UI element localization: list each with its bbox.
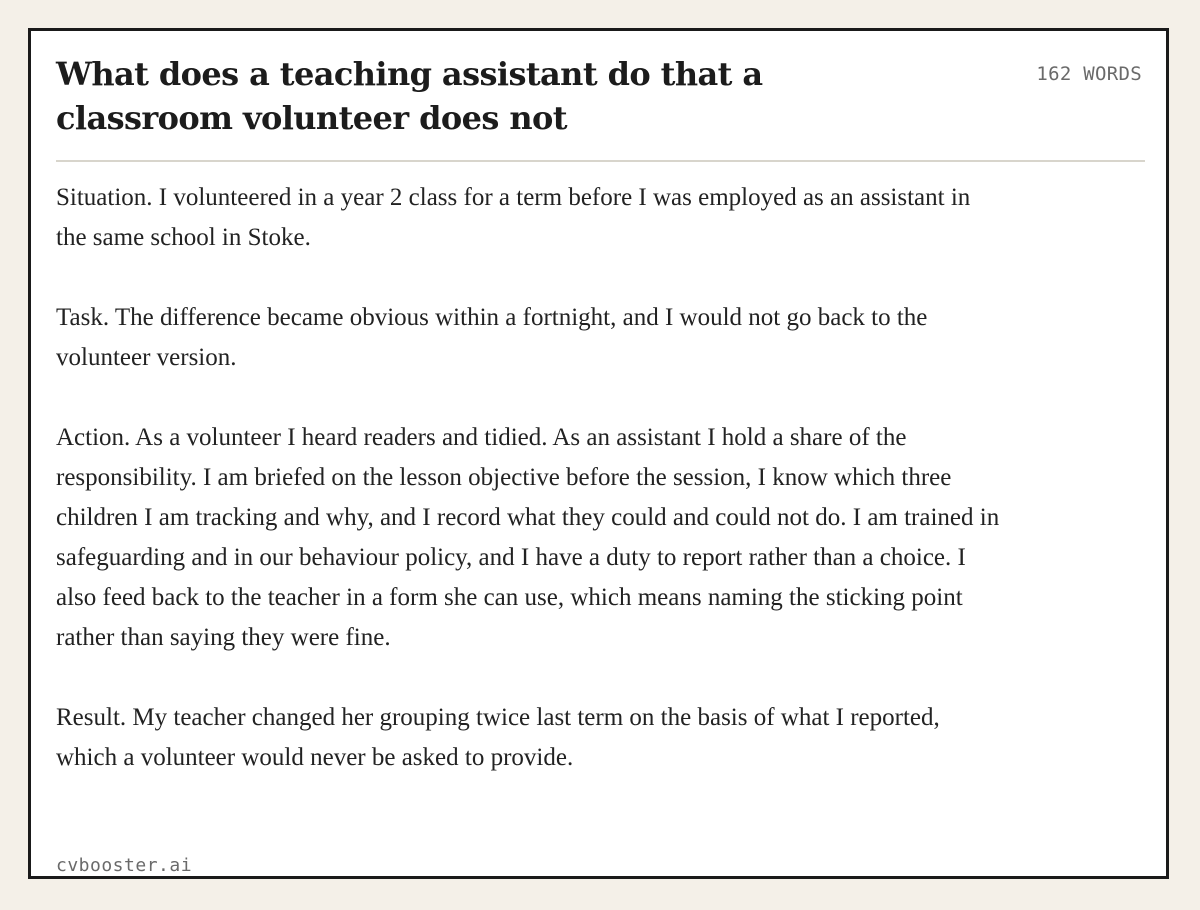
paragraph-action: Action. As a volunteer I heard readers and tidied. As an assistant I hold a share of the responsibility. I am briefed on the lesson objective before the session, I know which three children I am tracking and why, and I record what they could and could not do. I am trained in safeguarding and in our behaviour policy, and I have a duty to report rather than a choice. I also feed back to the teacher in a form she can use, which means naming the sticking point rather than saying they were fine. — [56, 424, 1000, 651]
divider — [56, 160, 1145, 162]
question-title: What does a teaching assistant do that a classroom volunteer does not — [56, 55, 763, 137]
answer-card — [28, 28, 1169, 879]
paragraph-situation: Situation. I volunteered in a year 2 class for a term before I was employed as an assistant in the same school in Stoke. — [56, 184, 971, 251]
word-count: 162 WORDS — [1036, 63, 1142, 85]
paragraph-task: Task. The difference became obvious within a fortnight, and I would not go back to the volunteer version. — [56, 304, 928, 371]
footer-brand: cvbooster.ai — [56, 855, 193, 876]
paragraph-result: Result. My teacher changed her grouping twice last term on the basis of what I reported, which a volunteer would never be asked to provide. — [56, 704, 940, 771]
answer-body — [56, 178, 1006, 778]
